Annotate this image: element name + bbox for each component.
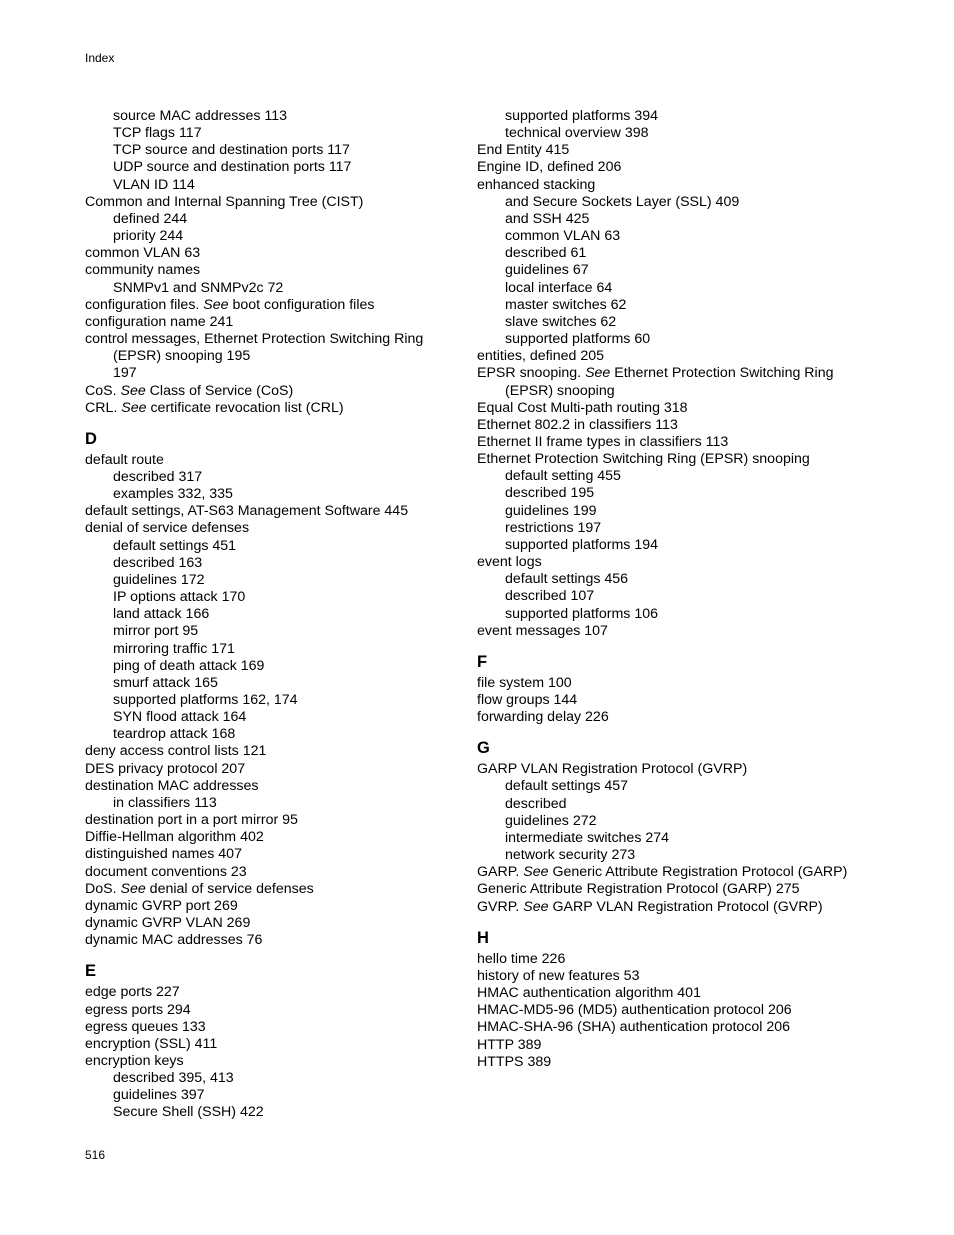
index-entry xyxy=(477,1054,877,1071)
see-reference: See xyxy=(120,382,146,399)
index-entry-text: described 163 xyxy=(113,554,203,571)
index-entry xyxy=(477,348,877,365)
index-subentry xyxy=(477,778,877,795)
index-subentry xyxy=(85,280,455,297)
index-entry-text: configuration name 241 xyxy=(85,313,234,330)
index-entry-text: common VLAN 63 xyxy=(85,245,201,262)
index-entry xyxy=(85,331,455,348)
index-subentry xyxy=(85,709,455,726)
index-entry-text: Generic Attribute Registration Protocol (GARP) 275 xyxy=(477,881,800,898)
index-letter-heading: G xyxy=(477,739,490,758)
index-entry-text: TCP flags 117 xyxy=(113,125,202,142)
page-header: Index xyxy=(85,51,115,65)
index-subentry xyxy=(477,606,877,623)
index-entry-text: egress queues 133 xyxy=(85,1018,206,1035)
index-entry-text: HMAC-SHA-96 (SHA) authentication protocol 206 xyxy=(477,1019,791,1036)
index-entry xyxy=(85,194,455,211)
index-entry xyxy=(85,812,455,829)
index-subentry xyxy=(85,572,455,589)
index-entry-text: CoS. xyxy=(85,382,121,399)
index-entry-text: default settings 451 xyxy=(113,537,237,554)
index-entry xyxy=(85,452,455,469)
see-target: Class of Service (CoS) xyxy=(145,382,294,399)
index-entry xyxy=(477,881,877,898)
index-entry-text: default settings, AT-S63 Management Software 445 xyxy=(85,503,409,520)
index-entry-text: hello time 226 xyxy=(477,950,566,967)
index-entry-text: (EPSR) snooping xyxy=(505,382,615,399)
index-entry xyxy=(477,400,877,417)
index-entry-text: 197 xyxy=(113,365,137,382)
see-target: GARP VLAN Registration Protocol (GVRP) xyxy=(548,898,823,915)
index-subentry xyxy=(85,538,455,555)
index-subentry xyxy=(85,589,455,606)
index-entry xyxy=(85,365,455,382)
index-subentry xyxy=(477,796,877,813)
index-entry-text: denial of service defenses xyxy=(85,520,250,537)
index-entry-text: Diffie-Hellman algorithm 402 xyxy=(85,829,264,846)
index-entry-text: HMAC-MD5-96 (MD5) authentication protocol 206 xyxy=(477,1002,792,1019)
index-entry xyxy=(85,503,455,520)
index-entry xyxy=(85,932,455,949)
index-entry xyxy=(85,761,455,778)
index-entry-text: IP options attack 170 xyxy=(113,589,246,606)
see-reference: See xyxy=(120,880,146,897)
index-entry-text: document conventions 23 xyxy=(85,863,247,880)
index-subentry xyxy=(85,486,455,503)
index-subentry xyxy=(477,847,877,864)
index-entry-text: described xyxy=(505,795,567,812)
index-entry-text: UDP source and destination ports 117 xyxy=(113,159,352,176)
index-entry xyxy=(85,898,455,915)
index-entry xyxy=(477,985,877,1002)
index-subentry xyxy=(85,1104,455,1121)
index-entry xyxy=(85,915,455,932)
index-subentry xyxy=(477,830,877,847)
index-entry-text: encryption (SSL) 411 xyxy=(85,1035,218,1052)
index-entry-text: SNMPv1 and SNMPv2c 72 xyxy=(113,279,284,296)
index-entry-text: guidelines 397 xyxy=(113,1087,205,1104)
index-entry xyxy=(85,829,455,846)
index-entry xyxy=(85,1036,455,1053)
index-entry xyxy=(477,383,877,400)
index-entry xyxy=(477,159,877,176)
index-entry xyxy=(477,417,877,434)
index-subentry xyxy=(477,228,877,245)
index-subentry xyxy=(477,314,877,331)
index-subentry xyxy=(477,108,877,125)
see-target: certificate revocation list (CRL) xyxy=(146,399,344,416)
index-subentry xyxy=(85,177,455,194)
index-entry xyxy=(85,984,455,1001)
index-subentry xyxy=(85,641,455,658)
index-column-left xyxy=(85,108,455,1122)
index-entry-text: smurf attack 165 xyxy=(113,674,218,691)
index-entry xyxy=(85,1002,455,1019)
index-entry-text: mirroring traffic 171 xyxy=(113,640,235,657)
index-subentry xyxy=(85,159,455,176)
see-reference: See xyxy=(523,864,549,881)
index-subentry xyxy=(477,125,877,142)
index-entry-text: event messages 107 xyxy=(477,622,608,639)
index-subentry xyxy=(85,469,455,486)
index-subentry xyxy=(477,468,877,485)
index-entry-text: history of new features 53 xyxy=(477,967,640,984)
index-subentry xyxy=(477,262,877,279)
index-entry-text: encryption keys xyxy=(85,1052,184,1069)
index-letter-heading: F xyxy=(477,652,488,671)
index-entry-text: distinguished names 407 xyxy=(85,846,242,863)
index-entry-text: examples 332, 335 xyxy=(113,486,233,503)
index-entry-text: destination port in a port mirror 95 xyxy=(85,812,298,829)
index-subentry xyxy=(477,194,877,211)
index-entry-text: intermediate switches 274 xyxy=(505,829,670,846)
index-entry xyxy=(477,365,877,382)
index-subentry xyxy=(85,726,455,743)
index-entry xyxy=(85,864,455,881)
index-entry-text: EPSR snooping. xyxy=(477,365,586,382)
see-reference: See xyxy=(121,399,147,416)
index-entry-text: destination MAC addresses xyxy=(85,777,259,794)
see-target: boot configuration files xyxy=(228,296,375,313)
index-entry-text: local interface 64 xyxy=(505,279,613,296)
index-entry xyxy=(477,709,877,726)
index-entry-text: technical overview 398 xyxy=(505,125,649,142)
index-entry-text: source MAC addresses 113 xyxy=(113,108,288,124)
index-entry xyxy=(85,520,455,537)
index-subentry xyxy=(477,297,877,314)
index-entry xyxy=(85,778,455,795)
index-entry-text: entities, defined 205 xyxy=(477,348,604,365)
index-entry-text: Secure Shell (SSH) 422 xyxy=(113,1104,264,1121)
index-subentry xyxy=(85,125,455,142)
page-number: 516 xyxy=(85,1148,106,1162)
index-subentry xyxy=(85,795,455,812)
index-entry xyxy=(477,623,877,640)
index-entry-text: guidelines 67 xyxy=(505,262,589,279)
index-entry-text: guidelines 172 xyxy=(113,571,205,588)
index-entry xyxy=(477,434,877,451)
index-entry-text: network security 273 xyxy=(505,847,636,864)
index-entry-text: deny access control lists 121 xyxy=(85,743,267,760)
index-entry-text: forwarding delay 226 xyxy=(477,709,609,726)
index-entry-text: and SSH 425 xyxy=(505,210,590,227)
index-entry xyxy=(477,177,877,194)
index-subentry xyxy=(85,211,455,228)
index-entry-text: CRL. xyxy=(85,399,122,416)
index-entry-text: described 107 xyxy=(505,588,595,605)
index-entry-text: described 61 xyxy=(505,245,587,262)
index-subentry xyxy=(85,675,455,692)
index-entry-text: dynamic MAC addresses 76 xyxy=(85,932,263,949)
index-subentry xyxy=(85,108,455,125)
index-subentry xyxy=(85,1087,455,1104)
index-subentry xyxy=(477,280,877,297)
index-entry-text: supported platforms 162, 174 xyxy=(113,692,298,708)
index-entry-text: restrictions 197 xyxy=(505,519,602,536)
index-subentry xyxy=(85,606,455,623)
index-subentry xyxy=(477,588,877,605)
index-entry xyxy=(85,400,455,417)
index-entry xyxy=(85,1053,455,1070)
index-entry-text: GVRP. xyxy=(477,898,524,915)
index-entry-text: dynamic GVRP VLAN 269 xyxy=(85,915,251,932)
index-entry-text: in classifiers 113 xyxy=(113,794,217,811)
index-entry-text: ping of death attack 169 xyxy=(113,657,265,674)
index-subentry xyxy=(477,813,877,830)
index-entry-text: community names xyxy=(85,262,201,279)
index-entry-text: guidelines 199 xyxy=(505,502,597,519)
index-entry-text: GARP. xyxy=(477,864,524,881)
index-entry xyxy=(477,968,877,985)
index-entry xyxy=(477,451,877,468)
index-entry-text: default settings 457 xyxy=(505,778,629,795)
index-entry-text: DES privacy protocol 207 xyxy=(85,760,246,777)
see-target: denial of service defenses xyxy=(145,880,314,897)
see-reference: See xyxy=(523,898,549,915)
index-entry-text: (EPSR) snooping 195 xyxy=(113,348,251,365)
index-entry xyxy=(85,348,455,365)
index-subentry xyxy=(477,485,877,502)
index-letter-heading: H xyxy=(477,928,489,947)
index-subentry xyxy=(477,245,877,262)
see-target: Ethernet Protection Switching Ring xyxy=(610,365,834,382)
index-subentry xyxy=(477,211,877,228)
index-entry xyxy=(85,743,455,760)
index-entry-text: control messages, Ethernet Protection Switching Ring xyxy=(85,331,424,348)
index-entry-text: supported platforms 394 xyxy=(505,108,659,124)
see-reference: See xyxy=(203,296,229,313)
index-entry xyxy=(477,692,877,709)
index-entry xyxy=(477,864,877,881)
index-entry xyxy=(85,297,455,314)
index-entry xyxy=(477,951,877,968)
index-entry-text: SYN flood attack 164 xyxy=(113,709,247,726)
index-entry-text: and Secure Sockets Layer (SSL) 409 xyxy=(505,193,740,210)
index-entry-text: edge ports 227 xyxy=(85,984,180,1001)
index-entry xyxy=(477,1037,877,1054)
index-entry xyxy=(85,314,455,331)
index-column-right xyxy=(477,108,877,1071)
index-subentry xyxy=(85,692,455,709)
index-entry-text: flow groups 144 xyxy=(477,692,578,708)
index-entry-text: dynamic GVRP port 269 xyxy=(85,897,238,914)
index-entry xyxy=(85,1019,455,1036)
index-entry-text: Equal Cost Multi-path routing 318 xyxy=(477,399,688,416)
index-entry-text: Ethernet Protection Switching Ring (EPSR) snooping xyxy=(477,451,810,468)
index-subentry xyxy=(477,520,877,537)
index-letter-heading: E xyxy=(85,962,97,981)
index-subentry xyxy=(85,658,455,675)
index-entry-text: VLAN ID 114 xyxy=(113,176,195,193)
index-entry-text: supported platforms 194 xyxy=(505,536,659,553)
index-subentry xyxy=(477,331,877,348)
index-entry-text: TCP source and destination ports 117 xyxy=(113,142,350,159)
index-entry-text: default setting 455 xyxy=(505,468,621,485)
index-entry xyxy=(477,761,877,778)
see-target: Generic Attribute Registration Protocol (GARP) xyxy=(548,864,848,881)
index-entry-text: supported platforms 106 xyxy=(505,605,659,622)
index-subentry xyxy=(85,142,455,159)
index-entry xyxy=(85,881,455,898)
index-entry xyxy=(477,1002,877,1019)
index-subentry xyxy=(85,555,455,572)
index-entry-text: egress ports 294 xyxy=(85,1001,191,1018)
index-entry-text: land attack 166 xyxy=(113,606,210,623)
index-entry xyxy=(477,554,877,571)
index-entry-text: HMAC authentication algorithm 401 xyxy=(477,985,701,1002)
index-entry-text: End Entity 415 xyxy=(477,142,570,159)
index-entry-text: common VLAN 63 xyxy=(505,228,621,245)
index-entry-text: described 317 xyxy=(113,468,203,485)
index-entry-text: HTTP 389 xyxy=(477,1036,542,1053)
index-entry xyxy=(477,899,877,916)
index-subentry xyxy=(477,571,877,588)
index-entry-text: Ethernet 802.2 in classifiers 113 xyxy=(477,416,678,433)
index-entry-text: slave switches 62 xyxy=(505,313,617,330)
index-entry-text: default route xyxy=(85,451,164,468)
index-entry-text: Ethernet II frame types in classifiers 113 xyxy=(477,433,729,450)
index-entry xyxy=(85,846,455,863)
index-entry-text: defined 244 xyxy=(113,210,188,227)
index-letter-heading: D xyxy=(85,429,97,448)
index-entry-text: teardrop attack 168 xyxy=(113,726,236,743)
index-subentry xyxy=(85,623,455,640)
index-subentry xyxy=(85,228,455,245)
index-entry-text: described 195 xyxy=(505,485,595,502)
index-entry xyxy=(477,675,877,692)
see-reference: See xyxy=(585,365,611,382)
index-entry-text: guidelines 272 xyxy=(505,812,597,829)
index-entry xyxy=(85,245,455,262)
index-entry-text: DoS. xyxy=(85,880,121,897)
index-entry-text: HTTPS 389 xyxy=(477,1053,552,1070)
index-subentry xyxy=(477,537,877,554)
index-entry-text: Engine ID, defined 206 xyxy=(477,159,622,176)
index-entry-text: Common and Internal Spanning Tree (CIST) xyxy=(85,193,364,210)
index-entry-text: priority 244 xyxy=(113,228,184,245)
index-subentry xyxy=(85,1070,455,1087)
index-entry-text: mirror port 95 xyxy=(113,623,199,640)
index-entry-text: enhanced stacking xyxy=(477,176,596,193)
index-entry-text: supported platforms 60 xyxy=(505,331,651,348)
index-entry xyxy=(85,262,455,279)
index-entry-text: configuration files. xyxy=(85,296,204,313)
index-entry xyxy=(477,142,877,159)
index-subentry xyxy=(477,503,877,520)
index-entry-text: file system 100 xyxy=(477,674,572,691)
index-entry-text: described 395, 413 xyxy=(113,1070,234,1087)
index-entry-text: default settings 456 xyxy=(505,571,629,588)
index-entry xyxy=(85,383,455,400)
index-entry xyxy=(477,1019,877,1036)
index-entry-text: GARP VLAN Registration Protocol (GVRP) xyxy=(477,761,748,778)
index-entry-text: event logs xyxy=(477,554,542,571)
index-entry-text: master switches 62 xyxy=(505,296,627,313)
